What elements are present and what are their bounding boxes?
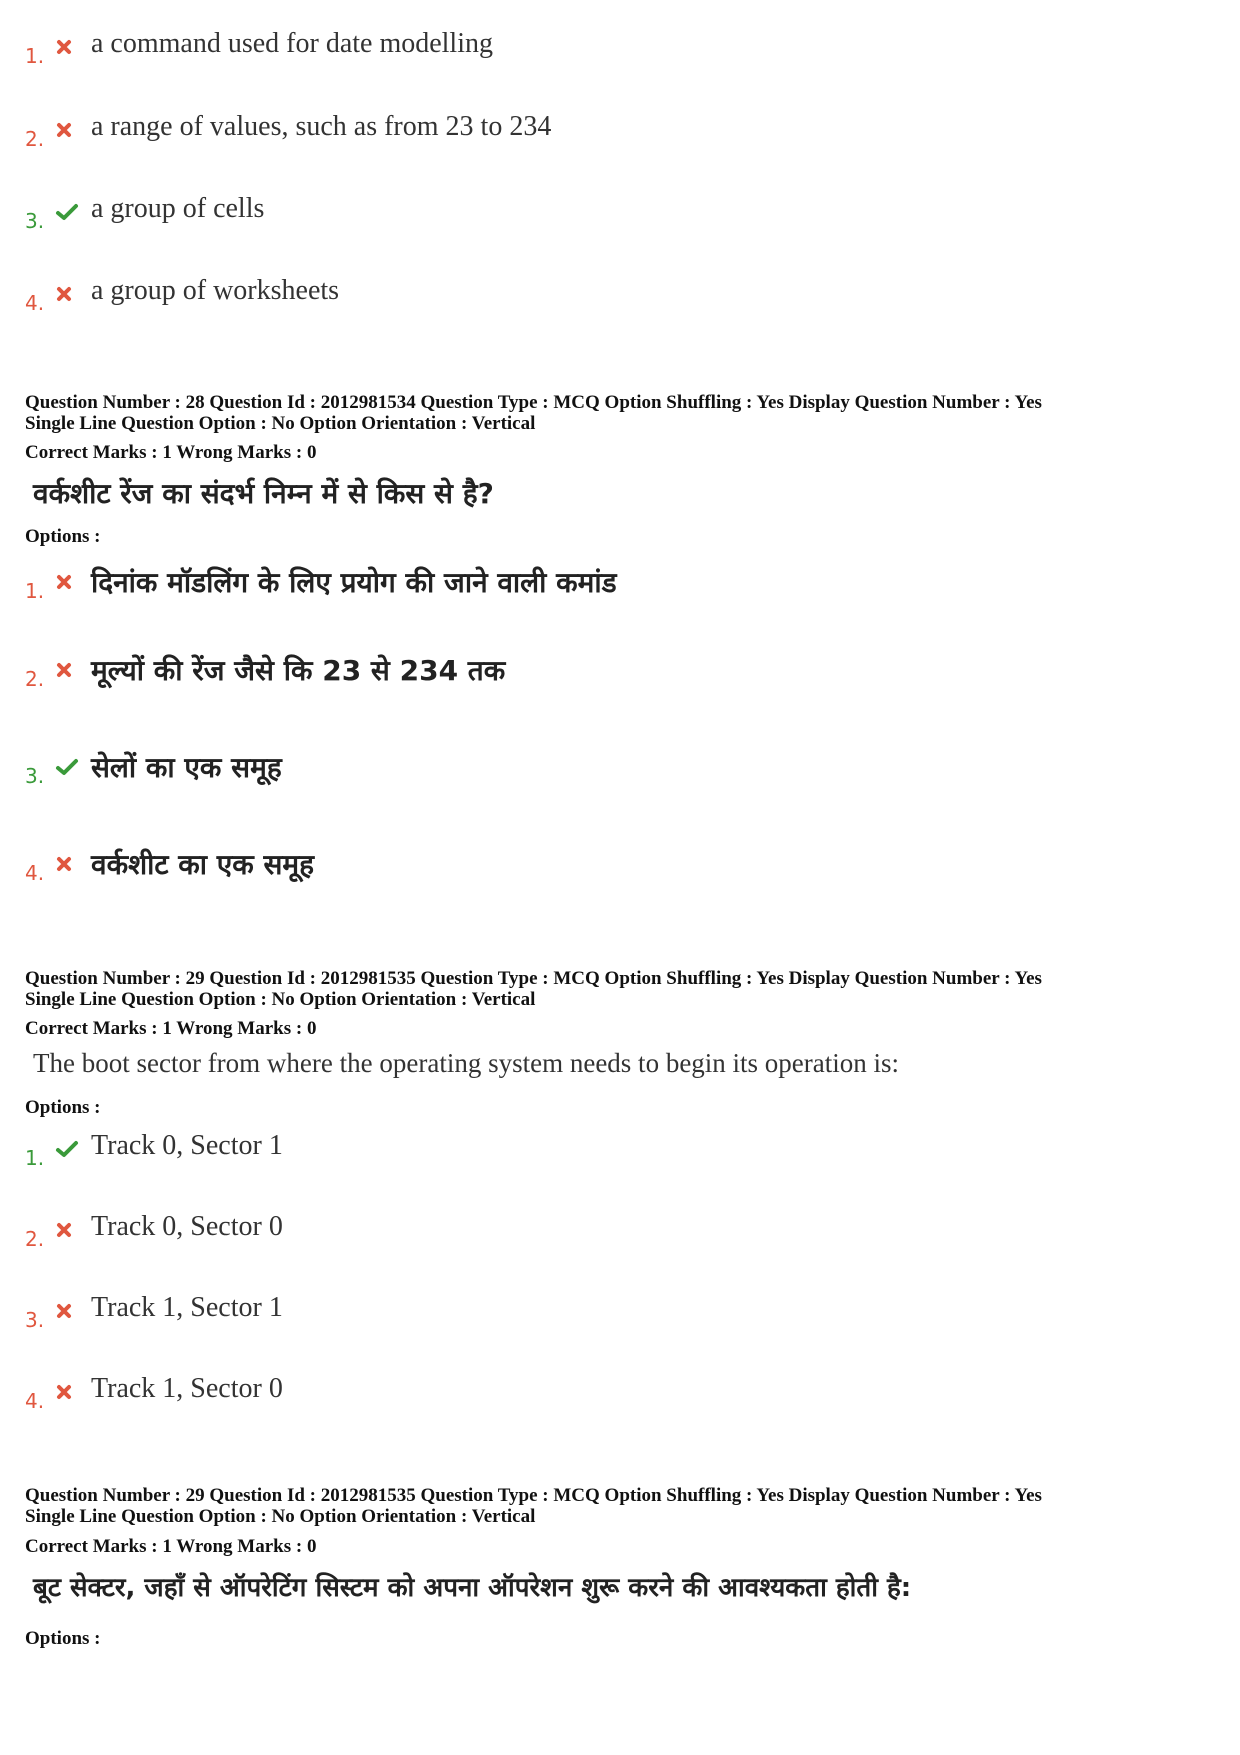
- option-1: [25, 28, 1025, 68]
- question-meta: [25, 1485, 1042, 1527]
- cross-icon: [55, 855, 73, 873]
- question-meta-line2: Single Line Question Option : No Option Orientation : Vertical: [25, 1506, 536, 1527]
- cross-icon: [55, 121, 73, 139]
- question-meta-line1: Question Number : 29 Question Id : 2012981535 Question Type : MCQ Option Shuffling : Yes Display Question Number : Yes: [25, 968, 1042, 989]
- option-2: [25, 651, 1025, 691]
- cross-icon: [55, 1383, 73, 1401]
- question-text: वर्कशीट रेंज का संदर्भ निम्न में से किस से है?: [33, 477, 494, 510]
- cross-icon: [55, 1221, 73, 1239]
- option-number: 2.: [25, 667, 45, 691]
- option-number: 2.: [25, 127, 45, 151]
- cross-icon: [55, 661, 73, 679]
- option-text: a group of worksheets: [91, 275, 340, 306]
- question-meta-line1: Question Number : 29 Question Id : 2012981535 Question Type : MCQ Option Shuffling : Yes Display Question Number : Yes: [25, 1485, 1042, 1506]
- check-icon: [55, 758, 79, 776]
- option-number: 1.: [25, 1146, 45, 1170]
- check-icon: [55, 1140, 79, 1158]
- question-meta-line2: Single Line Question Option : No Option Orientation : Vertical: [25, 989, 536, 1010]
- option-text: a group of cells: [91, 193, 265, 224]
- option-text: a range of values, such as from 23 to 234: [91, 111, 552, 142]
- option-number: 3.: [25, 764, 45, 788]
- cross-icon: [55, 573, 73, 591]
- option-text: वर्कशीट का एक समूह: [91, 848, 315, 881]
- option-4: [25, 275, 1025, 315]
- option-number: 1.: [25, 579, 45, 603]
- question-meta-line1: Question Number : 28 Question Id : 2012981534 Question Type : MCQ Option Shuffling : Yes Display Question Number : Yes: [25, 392, 1042, 413]
- option-number: 4.: [25, 1389, 45, 1413]
- option-3: [25, 1292, 1025, 1332]
- question-text: The boot sector from where the operating system needs to begin its operation is:: [33, 1048, 900, 1078]
- option-3: [25, 193, 1025, 233]
- check-icon: [55, 203, 79, 221]
- option-text: दिनांक मॉडलिंग के लिए प्रयोग की जाने वाली कमांड: [91, 566, 617, 599]
- cross-icon: [55, 1302, 73, 1320]
- option-4: [25, 845, 1025, 885]
- option-number: 2.: [25, 1227, 45, 1251]
- option-number: 4.: [25, 861, 45, 885]
- options-label: Options :: [25, 526, 101, 547]
- cross-icon: [55, 38, 73, 56]
- question-meta: [25, 392, 1042, 434]
- option-text: सेलों का एक समूह: [91, 751, 282, 784]
- option-number: 4.: [25, 291, 45, 315]
- question-marks: Correct Marks : 1 Wrong Marks : 0: [25, 442, 317, 463]
- option-number: 1.: [25, 44, 45, 68]
- option-3: [25, 748, 1025, 788]
- options-label: Options :: [25, 1097, 101, 1118]
- option-2: [25, 1211, 1025, 1251]
- option-2: [25, 111, 1025, 151]
- option-text: Track 1, Sector 0: [91, 1373, 283, 1404]
- option-number: 3.: [25, 209, 45, 233]
- cross-icon: [55, 285, 73, 303]
- option-text: Track 0, Sector 1: [91, 1130, 283, 1161]
- option-text: a command used for date modelling: [91, 28, 493, 59]
- option-text: मूल्यों की रेंज जैसे कि 23 से 234 तक: [91, 654, 506, 687]
- question-marks: Correct Marks : 1 Wrong Marks : 0: [25, 1536, 317, 1557]
- question-meta: [25, 968, 1042, 1010]
- option-number: 3.: [25, 1308, 45, 1332]
- options-label: Options :: [25, 1628, 101, 1649]
- option-1: [25, 1130, 1025, 1170]
- option-text: Track 0, Sector 0: [91, 1211, 283, 1242]
- question-meta-line2: Single Line Question Option : No Option Orientation : Vertical: [25, 413, 536, 434]
- option-4: [25, 1373, 1025, 1413]
- question-marks: Correct Marks : 1 Wrong Marks : 0: [25, 1018, 317, 1039]
- option-text: Track 1, Sector 1: [91, 1292, 283, 1323]
- option-1: [25, 563, 1025, 603]
- question-text: बूट सेक्टर, जहाँ से ऑपरेटिंग सिस्टम को अपना ऑपरेशन शुरू करने की आवश्यकता होती है:: [33, 1573, 912, 1603]
